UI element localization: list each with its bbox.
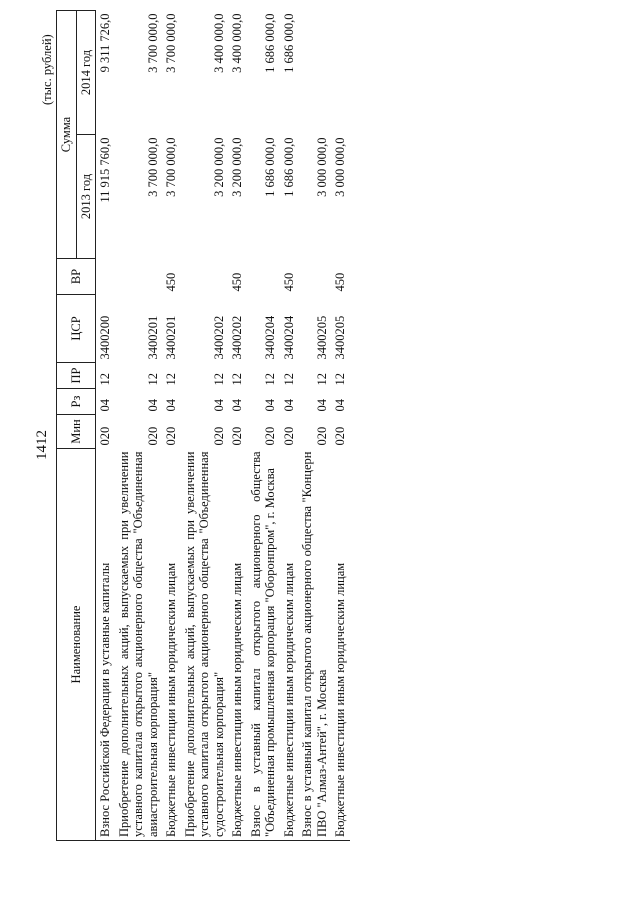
cell-min: 020	[230, 426, 244, 446]
cell-rz: 04	[314, 399, 329, 412]
cell-pr: 12	[263, 373, 277, 386]
header-vr: ВР	[57, 259, 96, 295]
cell-2013: 3 700 000,0	[145, 137, 160, 197]
table-row	[280, 11, 299, 841]
cell-vr	[247, 259, 280, 295]
cell-2013: 3 700 000,0	[164, 137, 178, 197]
cell-pr: 12	[281, 373, 296, 386]
cell-2013: 3 000 000,0	[314, 137, 329, 197]
cell-rz: 04	[98, 399, 112, 412]
cell-2014: 3 700 000,0	[164, 13, 178, 73]
header-csr: ЦСР	[57, 295, 96, 363]
page-number: 1412	[34, 430, 50, 460]
cell-rz: 04	[164, 399, 178, 412]
cell-csr: 3400205	[333, 315, 347, 360]
header-2014: 2014 год	[76, 11, 96, 135]
cell-2014: 1 686 000,0	[263, 13, 277, 73]
table-row	[181, 11, 229, 841]
cell-rz: 04	[145, 399, 160, 412]
table-row	[228, 11, 247, 841]
cell-pr: 12	[98, 373, 112, 386]
cell-vr	[181, 259, 229, 295]
cell-rz: 04	[333, 399, 347, 412]
header-pr: ПР	[57, 363, 96, 389]
cell-2014: 3 400 000,0	[211, 13, 226, 73]
header-2013: 2013 год	[76, 135, 96, 259]
cell-csr: 3400202	[211, 315, 226, 360]
table-row	[247, 11, 280, 841]
cell-name: Взнос Российской Федерации в уставные капиталы	[96, 449, 115, 841]
table-row	[331, 11, 350, 841]
cell-2013: 11 915 760,0	[98, 137, 112, 203]
cell-rz: 04	[263, 399, 277, 412]
cell-name: Бюджетные инвестиции иным юридическим лицам	[228, 449, 247, 841]
cell-pr: 12	[145, 373, 160, 386]
cell-min: 020	[263, 426, 277, 446]
cell-2014: 9 311 726,0	[98, 13, 112, 73]
budget-table	[56, 10, 350, 841]
cell-min: 020	[164, 426, 178, 446]
cell-min: 020	[98, 426, 112, 446]
cell-2013: 1 686 000,0	[263, 137, 277, 197]
cell-vr: 450	[164, 272, 178, 292]
cell-csr: 3400205	[314, 315, 329, 360]
cell-2014: 3 400 000,0	[230, 13, 244, 73]
cell-min: 020	[281, 426, 296, 446]
cell-pr: 12	[314, 373, 329, 386]
cell-min: 020	[333, 426, 347, 446]
cell-name: Приобретение дополнительных акций, выпускаемых при увеличении уставного капитала открытого акционерного общества "Объединенная авиастроительная корпорация"	[115, 449, 163, 841]
cell-csr: 3400202	[230, 315, 244, 360]
cell-min: 020	[145, 426, 160, 446]
cell-name: Бюджетные инвестиции иным юридическим лицам	[280, 449, 299, 841]
cell-name: Взнос в уставный капитал открытого акционерного общества "Концерн ПВО "Алмаз-Антей", г. Москва	[298, 449, 331, 841]
cell-vr	[115, 259, 163, 295]
table-row	[96, 11, 115, 841]
cell-name: Бюджетные инвестиции иным юридическим лицам	[331, 449, 350, 841]
cell-2014	[331, 11, 350, 135]
cell-csr: 3400200	[98, 315, 112, 360]
cell-vr: 450	[281, 272, 296, 292]
cell-2013: 1 686 000,0	[281, 137, 296, 197]
cell-vr	[96, 259, 115, 295]
cell-2014	[298, 11, 331, 135]
cell-name: Взнос в уставный капитал открытого акционерного общества "Объединенная промышленная корпорация "Оборонпром", г. Москва	[247, 449, 280, 841]
cell-2013: 3 200 000,0	[211, 137, 226, 197]
cell-vr: 450	[230, 272, 244, 292]
cell-vr: 450	[333, 272, 347, 292]
table-header	[57, 11, 96, 841]
cell-2014: 3 700 000,0	[145, 13, 160, 73]
cell-rz: 04	[230, 399, 244, 412]
table-body	[96, 11, 350, 841]
table-row	[162, 11, 181, 841]
cell-csr: 3400204	[281, 315, 296, 360]
cell-csr: 3400201	[164, 315, 178, 360]
cell-name: Приобретение дополнительных акций, выпускаемых при увеличении уставного капитала открытого акционерного общества "Объединенная судостроительная корпорация"	[181, 449, 229, 841]
header-rz: Рз	[57, 389, 96, 415]
cell-2013: 3 000 000,0	[333, 137, 347, 197]
cell-pr: 12	[230, 373, 244, 386]
cell-min: 020	[211, 426, 226, 446]
header-sum: Сумма	[57, 11, 77, 259]
header-name: Наименование	[57, 449, 96, 841]
cell-vr	[298, 259, 331, 295]
cell-pr: 12	[333, 373, 347, 386]
cell-2013: 3 200 000,0	[230, 137, 244, 197]
table-row	[298, 11, 331, 841]
cell-2014: 1 686 000,0	[281, 13, 296, 73]
cell-pr: 12	[211, 373, 226, 386]
units-note: (тыс. рублей)	[40, 34, 54, 105]
cell-rz: 04	[211, 399, 226, 412]
cell-csr: 3400204	[263, 315, 277, 360]
header-min: Мин	[57, 415, 96, 449]
cell-name: Бюджетные инвестиции иным юридическим лицам	[162, 449, 181, 841]
cell-csr: 3400201	[145, 315, 160, 360]
cell-rz: 04	[281, 399, 296, 412]
cell-pr: 12	[164, 373, 178, 386]
table-row	[115, 11, 163, 841]
cell-min: 020	[314, 426, 329, 446]
